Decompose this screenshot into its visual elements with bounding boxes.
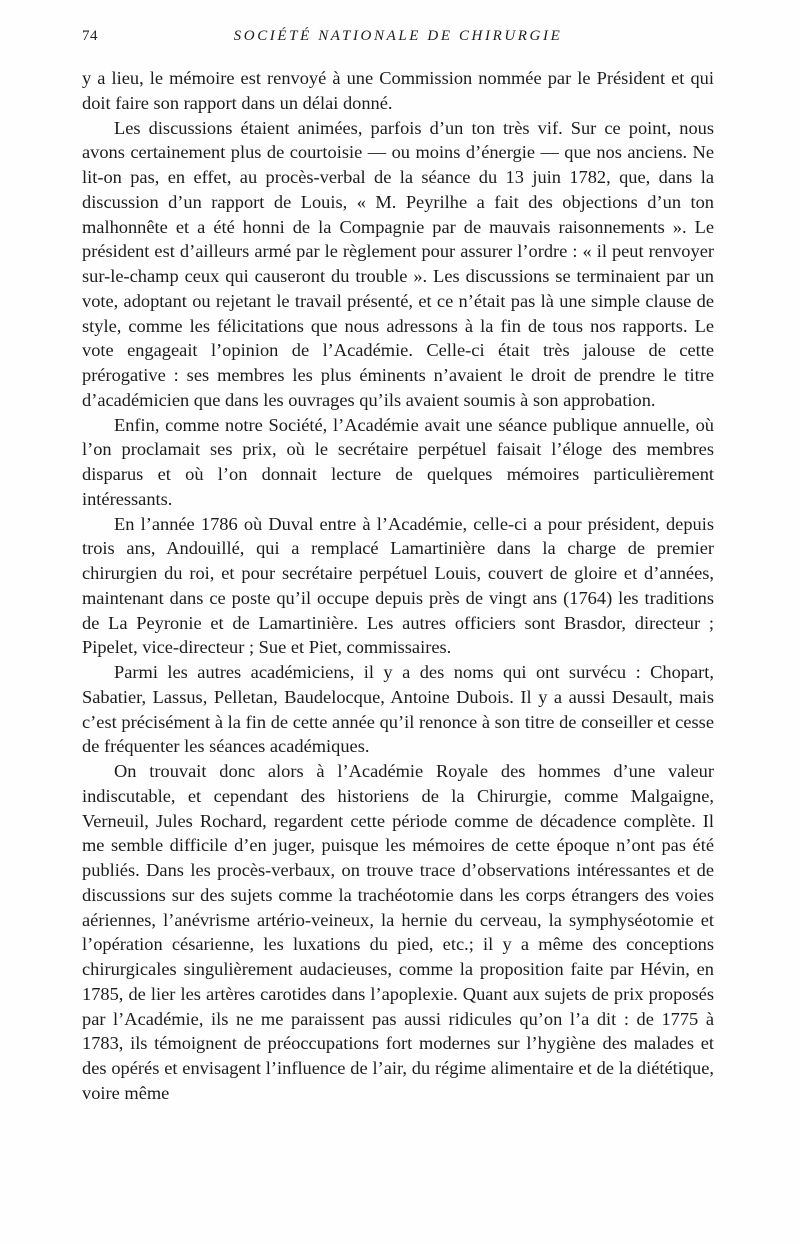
paragraph-continuation: y a lieu, le mémoire est renvoyé à une Commission nommée par le Président et qui doit faire son rapport dans un délai donné.: [82, 68, 714, 113]
page-header: [82, 28, 714, 52]
paragraph-public-session: Enfin, comme notre Société, l’Académie avait une séance publique annuelle, où l’on proclamait ses prix, où le secrétaire perpétuel faisait l’éloge des membres disparus et où l’on donnait lecture de quelques mémoires particulièrement intéressants.: [82, 414, 714, 509]
page-number: 74: [82, 28, 98, 44]
paragraph-year-1786: En l’année 1786 où Duval entre à l’Académie, celle-ci a pour président, depuis trois ans, Andouillé, qui a remplacé Lamartinière dans la charge de premier chirurgien du roi, et pour secrétaire perpétuel Louis, couvert de gloire et d’années, maintenant dans ce poste qu’il occupe depuis près de vingt ans (1764) les traditions de La Peyronie et de Lamartinière. Les autres officiers sont Brasdor, directeur ; Pipelet, vice-directeur ; Sue et Piet, commissaires.: [82, 513, 714, 658]
running-title: SOCIÉTÉ NATIONALE DE CHIRURGIE: [233, 28, 563, 44]
paragraph-royal-academy: On trouvait donc alors à l’Académie Royale des hommes d’une valeur indiscutable, et cependant des historiens de la Chirurgie, comme Malgaigne, Verneuil, Jules Rochard, regardent cette période comme de décadence complète. Il me semble difficile d’en juger, puisque les mémoires de cette époque n’ont pas été publiés. Dans les procès-verbaux, on trouve trace d’observations intéressantes et de discussions sur des sujets comme la trachéotomie dans les corps étrangers des voies aériennes, l’anévrisme artério-veineux, la hernie du cerveau, la symphyséotomie et l’opération césarienne, les luxations du pied, etc.; il y a même des conceptions chirurgicales singulièrement audacieuses, comme la proposition faite par Hévin, en 1785, de lier les artères carotides dans l’apoplexie. Quant aux sujets de prix proposés par l’Académie, ils ne me paraissent pas aussi ridicules qu’on l’a dit : de 1775 à 1783, ils témoignent de préoccupations fort modernes sur l’hygiène des malades et des opérés et envisagent l’influence de l’air, du régime alimentaire et de la diététique, voire même: [82, 761, 714, 1103]
body-text: [82, 66, 714, 1106]
paragraph-academicians: Parmi les autres académiciens, il y a des noms qui ont survécu : Chopart, Sabatier, Lassus, Pelletan, Baudelocque, Antoine Dubois. Il y a aussi Desault, mais c’est précisément à la fin de cette année qu’il renonce à son titre de conseiller et cesse de fréquenter les séances académiques.: [82, 662, 714, 757]
paragraph-discussions: Les discussions étaient animées, parfois d’un ton très vif. Sur ce point, nous avons certainement plus de courtoisie — ou moins d’énergie — que nos anciens. Ne lit-on pas, en effet, au procès-verbal de la séance du 13 juin 1782, que, dans la discussion d’un rapport de Louis, « M. Peyrilhe a fait des objections d’un ton malhonnête et a été honni de la Compagnie par de mauvais raisonnements ». Le président est d’ailleurs armé par le règlement pour assurer l’ordre : « il peut renvoyer sur-le-champ ceux qui causeront du trouble ». Les discussions se terminaient par un vote, adoptant ou rejetant le travail présenté, et ce n’était pas là une simple clause de style, comme les félicitations que nous adressons à la fin de tous nos rapports. Le vote engageait l’opinion de l’Académie. Celle-ci était très jalouse de cette prérogative : ses membres les plus éminents n’avaient le droit de prendre le titre d’académicien que dans les ouvrages qu’ils avaient soumis à son approbation.: [82, 117, 714, 410]
